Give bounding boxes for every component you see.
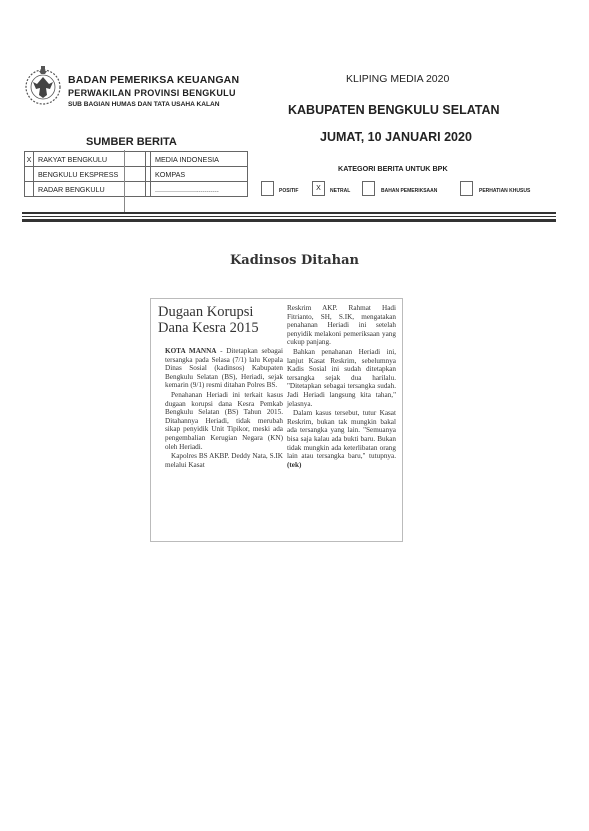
category-checkbox-positif bbox=[261, 181, 274, 196]
paragraph bbox=[287, 409, 396, 469]
paragraph: Penahanan Heriadi ini terkait kasus dugaan korupsi dana Kesra Pemkab Bengkulu Selatan (BS) Tahun 2015. Ditahannya Heriadi, tidak merubah sikap penyidik Unit Tipikor, meski ada pengembalian Kerugian Negara (KN) oleh Heriadi. bbox=[165, 390, 283, 451]
category-label-bahan: BAHAN PEMERIKSAAN bbox=[381, 188, 438, 194]
clipping-date: JUMAT, 10 JANUARI 2020 bbox=[320, 130, 472, 144]
org-subdivision: SUB BAGIAN HUMAS DAN TATA USAHA KALAN bbox=[68, 101, 220, 108]
clipping-label: KLIPING MEDIA 2020 bbox=[346, 73, 450, 85]
source-name: ................................ bbox=[151, 182, 248, 197]
dateline: KOTA MANNA bbox=[165, 347, 217, 355]
divider bbox=[124, 150, 125, 214]
article-column-2 bbox=[287, 304, 396, 470]
category-label-positif: POSITIF bbox=[279, 188, 299, 194]
source-name: MEDIA INDONESIA bbox=[151, 152, 248, 167]
paragraph: Kapolres BS AKBP. Deddy Nata, S.IK melalui Kasat bbox=[165, 452, 283, 469]
paragraph-text: Dalam kasus tersebut, tutur Kasat Reskrim, bukan tak mungkin bakal ada tersangka yang lain. "Semuanya bisa saja kalau ada bukti baru. Bukan tidak mungkin ada keterlibatan orang lain atau tersangka baru," tutupnya. bbox=[287, 409, 396, 461]
article-column-1 bbox=[165, 347, 283, 470]
paragraph: Bahkan penahanan Heriadi ini, lanjut Kasat Reskrim, sebelumnya Kadis Sosial ini sudah ditetapkan tersangka sejak dua harilalu. "Ditetapkan sebagai tersangka sudah. Jadi Heriadi langsung kita tahan," jelasnya. bbox=[287, 347, 396, 408]
source-name: BENGKULU EKSPRESS bbox=[34, 167, 146, 182]
source-mark bbox=[25, 167, 34, 182]
source-mark bbox=[25, 182, 34, 197]
org-name: BADAN PEMERIKSA KEUANGAN bbox=[68, 74, 240, 86]
category-checkbox-bahan bbox=[362, 181, 375, 196]
article-title: Kadinsos Ditahan bbox=[229, 253, 359, 268]
table-row bbox=[25, 182, 248, 197]
org-division: PERWAKILAN PROVINSI BENGKULU bbox=[68, 88, 236, 98]
sources-table bbox=[24, 151, 248, 197]
categories-title: KATEGORI BERITA UNTUK BPK bbox=[338, 164, 448, 173]
headline-line: Dana Kesra 2015 bbox=[158, 320, 259, 336]
header-rule bbox=[22, 212, 556, 214]
article-headline bbox=[158, 304, 282, 336]
paragraph bbox=[165, 347, 283, 390]
bpk-logo bbox=[22, 62, 64, 108]
category-checkbox-perhatian bbox=[460, 181, 473, 196]
signoff: (tek) bbox=[287, 460, 302, 469]
category-label-netral: NETRAL bbox=[330, 188, 351, 194]
header-rule bbox=[22, 219, 556, 222]
source-mark: X bbox=[25, 152, 34, 167]
headline-line: Dugaan Korupsi bbox=[158, 304, 254, 320]
table-row bbox=[25, 167, 248, 182]
source-name: RAKYAT BENGKULU bbox=[34, 152, 146, 167]
region-title: KABUPATEN BENGKULU SELATAN bbox=[288, 103, 500, 117]
sources-title: SUMBER BERITA bbox=[86, 136, 177, 148]
header-rule bbox=[22, 216, 556, 217]
source-name: RADAR BENGKULU bbox=[34, 182, 146, 197]
source-name: KOMPAS bbox=[151, 167, 248, 182]
table-row bbox=[25, 152, 248, 167]
category-label-perhatian: PERHATIAN KHUSUS bbox=[479, 188, 531, 194]
category-checkbox-netral: X bbox=[312, 181, 325, 196]
paragraph-text: - Ditetapkan sebagai tersangka pada Selasa (7/1) lalu Kepala Dinas Sosial (kadinsos) Kabupaten Bengkulu Selatan (BS), Heriadi, sejak kemarin (9/1) resmi ditahan Polres BS. bbox=[165, 347, 283, 390]
garuda-emblem-icon bbox=[22, 62, 64, 108]
paragraph: Reskrim AKP. Rahmat Hadi Fitrianto, SH, S.IK, mengatakan penahanan Heriadi ini setelah penyidik melakoni pemeriksaan yang cukup panjang. bbox=[287, 304, 396, 347]
